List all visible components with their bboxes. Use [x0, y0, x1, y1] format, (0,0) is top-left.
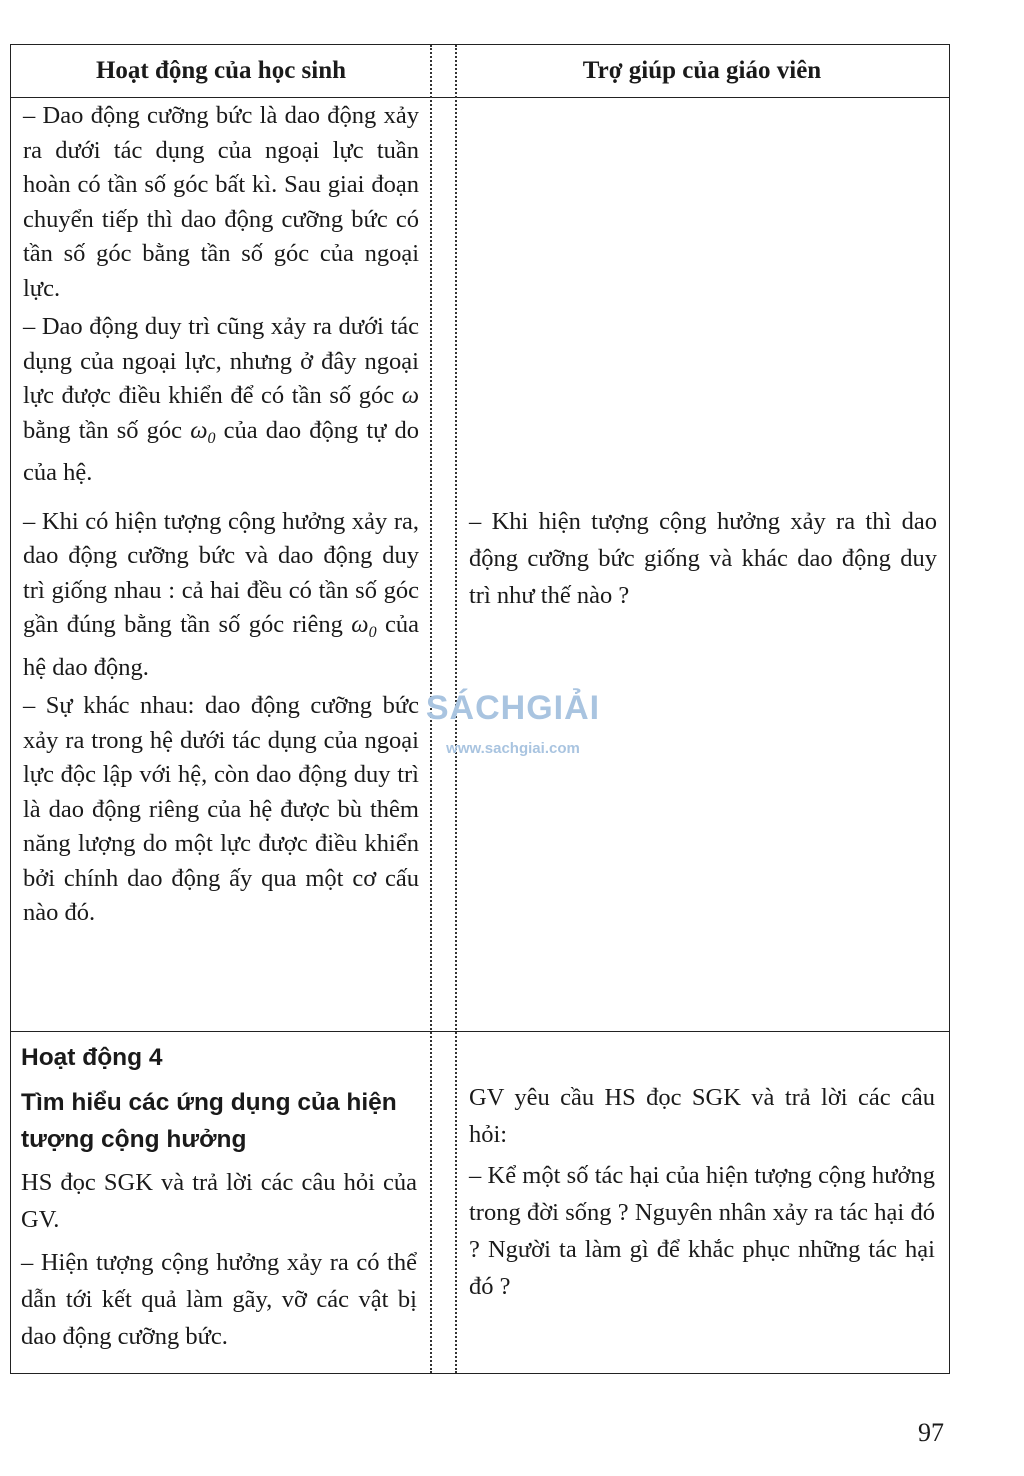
row1-student-cell: [23, 99, 419, 931]
header-divider: [11, 97, 949, 98]
teacher-question-resonance: – Khi hiện tượng cộng hưởng xảy ra thì dao động cưỡng bức giống và khác dao động duy trì như thế nào ?: [469, 508, 937, 609]
row-divider: [11, 1031, 949, 1032]
forced-oscillation-definition: – Dao động cưỡng bức là dao động xảy ra dưới tác dụng của ngoại lực tuần hoàn có tần số góc bất kì. Sau giai đoạn chuyển tiếp thì dao động cưỡng bức có tần số góc bằng tần số góc của ngoại lực.: [23, 102, 419, 302]
row2-teacher-cell: [469, 1079, 935, 1305]
sustained-oscillation-definition: – Dao động duy trì cũng xảy ra dưới tác dụng của ngoại lực, nhưng ở đây ngoại lực được điều khiển để có tần số góc ω bằng tần số góc $\omega_0$ của dao động tự do của hệ.: [23, 313, 420, 486]
teacher-question-harm: – Kể một số tác hại của hiện tượng cộng hưởng trong đời sống ? Nguyên nhân xảy ra tác hại đó ? Người ta làm gì để khắc phục những tác hại đó ?: [469, 1162, 935, 1300]
watermark: [408, 688, 618, 758]
resonance-difference: – Sự khác nhau: dao động cưỡng bức xảy ra trong hệ dưới tác dụng của ngoại lực độc lập với hệ, còn dao động duy trì là dao động riêng của hệ được bù thêm năng lượng do một lực được điều khiển bởi chính dao động ấy qua một cơ cấu nào đó.: [23, 692, 419, 926]
teacher-instruction: GV yêu cầu HS đọc SGK và trả lời các câu hỏi:: [469, 1084, 935, 1148]
watermark-url: www.sachgiai.com: [446, 740, 580, 757]
omega-symbol: ω: [401, 382, 419, 409]
header-student-activity: Hoạt động của học sinh: [95, 57, 347, 84]
row1-teacher-cell: [469, 503, 937, 614]
page-number: 97: [918, 1418, 944, 1447]
watermark-logo: SÁCHGIẢI: [425, 689, 601, 727]
omega0-symbol: $\omega_0$: [351, 611, 377, 641]
activity-subtitle: Tìm hiểu các ứng dụng của hiện tượng cộng hưởng: [21, 1089, 397, 1153]
resonance-consequence: – Hiện tượng cộng hưởng xảy ra có thể dẫn tới kết quả làm gãy, vỡ các vật bị dao động cưỡng bức.: [21, 1249, 417, 1350]
row2-student-cell: [21, 1039, 417, 1355]
activity-title: Hoạt động 4: [21, 1044, 163, 1071]
header-teacher-support: Trợ giúp của giáo viên: [582, 57, 822, 84]
student-instruction: HS đọc SGK và trả lời các câu hỏi của GV.: [21, 1169, 417, 1233]
resonance-similarity: – Khi có hiện tượng cộng hưởng xảy ra, dao động cưỡng bức và dao động duy trì giống nhau : cả hai đều có tần số góc gần đúng bằng tần số góc riêng $\omega_0$ của hệ dao động.: [23, 507, 419, 681]
omega0-symbol: $\omega_0$: [190, 416, 216, 447]
